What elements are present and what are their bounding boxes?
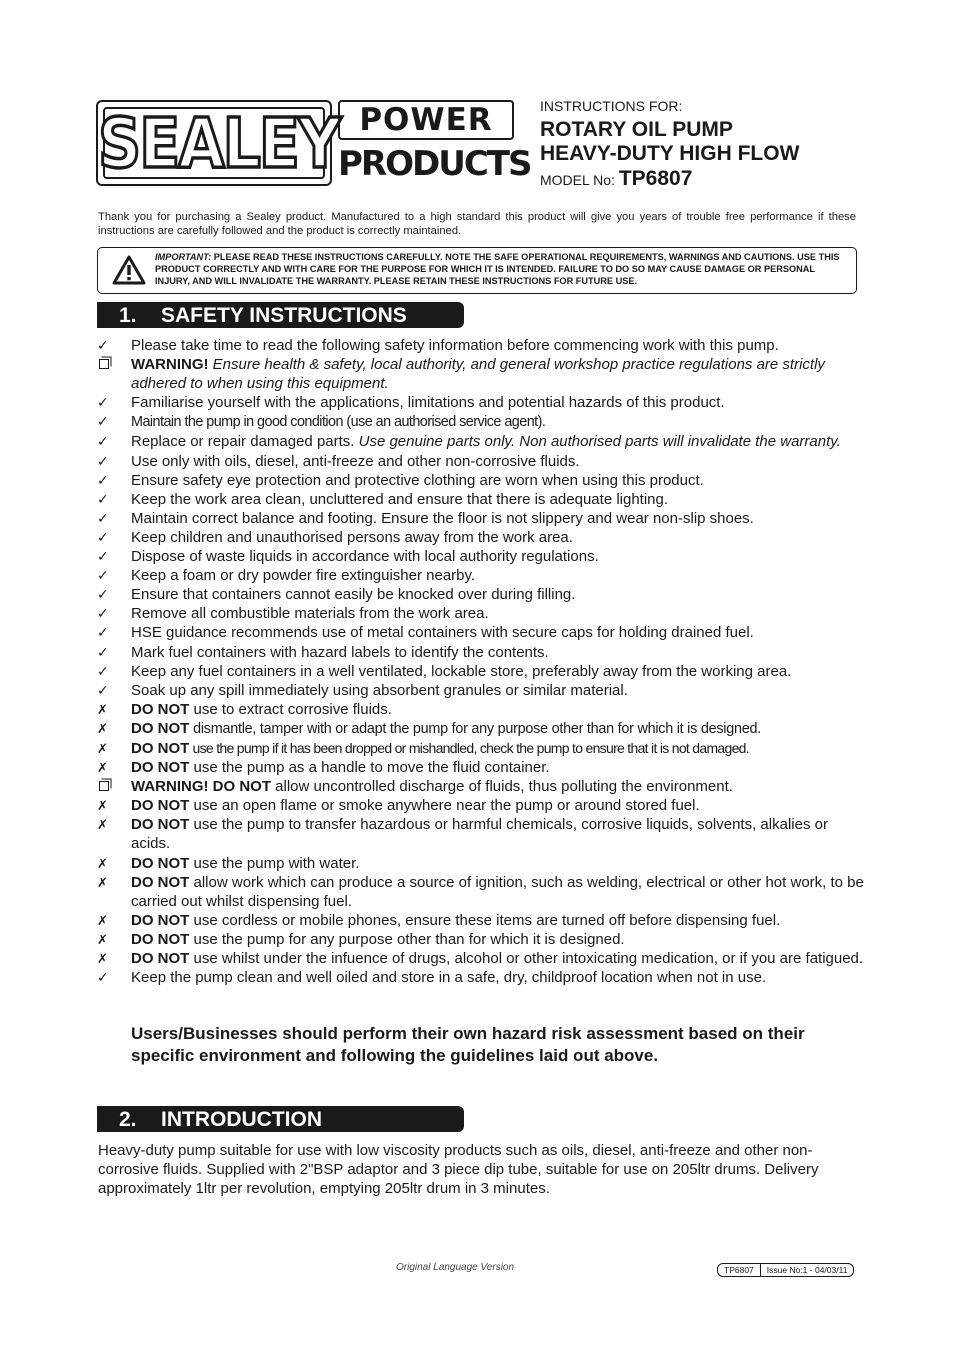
list-item: ✗ DO NOT use the pump as a handle to move the fluid container. — [97, 758, 867, 777]
list-item: ✗ DO NOT dismantle, tamper with or adapt the pump for any purpose other than for which it is designed. — [97, 719, 867, 739]
list-item: ✓ Keep the pump clean and well oiled and store in a safe, dry, childproof location when not in use. — [97, 968, 867, 987]
tick-icon — [97, 662, 117, 681]
sealey-logo-box — [96, 100, 340, 186]
footer-issue: Issue No:1 - 04/03/11 — [760, 1264, 854, 1276]
tick-icon — [97, 547, 117, 566]
cross-icon — [97, 949, 117, 968]
important-notice-box — [97, 247, 857, 294]
list-item: ✓ Remove all combustible materials from the work area. — [97, 604, 867, 623]
list-item: ✓ Familiarise yourself with the applications, limitations and potential hazards of this product. — [97, 393, 867, 412]
list-item: ✗ DO NOT use whilst under the infuence of drugs, alcohol or other intoxicating medication, or if you are fatigued. — [97, 949, 867, 968]
cross-icon — [97, 700, 117, 719]
list-item: ✓ Dispose of waste liquids in accordance with local authority regulations. — [97, 547, 867, 566]
list-item: ✗ DO NOT use the pump with water. — [97, 854, 867, 873]
warning-triangle-icon — [112, 255, 146, 285]
cross-icon — [97, 911, 117, 930]
list-item: ✗ DO NOT use an open flame or smoke anywhere near the pump or around stored fuel. — [97, 796, 867, 815]
cross-icon — [97, 873, 117, 892]
list-item: ✓ Use only with oils, diesel, anti-freeze and other non-corrosive fluids. — [97, 452, 867, 471]
section-title: SAFETY INSTRUCTIONS — [161, 304, 407, 327]
tick-icon — [97, 968, 117, 987]
section-header-introduction — [97, 1106, 464, 1132]
important-body: PLEASE READ THESE INSTRUCTIONS CAREFULLY. NOTE THE SAFE OPERATIONAL REQUIREMENTS, WARNINGS AND CAUTIONS. USE THIS PRODUCT CORRECTLY AND WITH CARE FOR THE PURPOSE FOR WHICH IT IS INTENDED. FAILURE TO DO SO MAY CAUSE DAMAGE OR PERSONAL INJURY, AND WILL INVALIDATE THE WARRANTY. PLEASE RETAIN THESE INSTRUCTIONS FOR FUTURE USE. — [155, 252, 840, 286]
list-item: ✗ DO NOT use the pump for any purpose other than for which it is designed. — [97, 930, 867, 949]
sealey-power-products-logo — [96, 100, 531, 188]
cross-icon — [97, 854, 117, 873]
list-item: ✗ DO NOT use the pump if it has been dropped or mishandled, check the pump to ensure that it is not damaged. — [97, 739, 867, 758]
products-logo-text: PRODUCTS — [338, 144, 531, 184]
important-label: IMPORTANT: — [155, 252, 212, 262]
list-item: ✓ Replace or repair damaged parts. Use genuine parts only. Non authorised parts will invalidate the warranty. — [97, 432, 867, 451]
list-item: ✓ Keep the work area clean, uncluttered and ensure that there is adequate lighting. — [97, 490, 867, 509]
safety-instructions-list — [97, 336, 867, 987]
cross-icon — [97, 758, 117, 777]
sealey-logo-text: SEALEY — [98, 103, 340, 185]
footer-model: TP6807 — [724, 1265, 754, 1275]
instructions-for-label: INSTRUCTIONS FOR: — [540, 98, 683, 114]
tick-icon — [97, 623, 117, 642]
list-item: ✗ DO NOT use the pump to transfer hazardous or harmful chemicals, corrosive liquids, solvents, alkalies or acids. — [97, 815, 867, 853]
tick-icon — [97, 490, 117, 509]
cross-icon — [97, 930, 117, 949]
risk-assessment-summary: Users/Businesses should perform their own hazard risk assessment based on their specific environment and following the guidelines laid out above. — [131, 1024, 805, 1065]
tick-icon — [97, 528, 117, 547]
list-item: ✓ Soak up any spill immediately using absorbent granules or similar material. — [97, 681, 867, 700]
section-number: 1. — [119, 304, 137, 327]
important-notice-text — [155, 252, 846, 287]
title-block — [540, 97, 920, 193]
tick-icon — [97, 412, 117, 431]
introduction-text: Heavy-duty pump suitable for use with low viscosity products such as oils, diesel, anti-freeze and other non-corrosive fluids. Supplied with 2"BSP adaptor and 3 piece dip tube, suitable for use on 205ltr drums. Delivery approximately 1ltr per revolution, emptying 205ltr drum in 3 minutes. — [98, 1142, 819, 1198]
product-name-line1: ROTARY OIL PUMP — [540, 118, 733, 141]
tick-icon — [97, 336, 117, 355]
list-item: ✓ Keep a foam or dry powder fire extinguisher nearby. — [97, 566, 867, 585]
list-item: ✓ Keep children and unauthorised persons away from the work area. — [97, 528, 867, 547]
model-label: MODEL No: — [540, 172, 615, 188]
checkbox-icon — [97, 777, 117, 796]
list-item: ✗ DO NOT use to extract corrosive fluids. — [97, 700, 867, 719]
list-item: ✓ HSE guidance recommends use of metal containers with secure caps for holding drained fuel. — [97, 623, 867, 642]
footer-issue-badge — [717, 1263, 854, 1277]
tick-icon — [97, 604, 117, 623]
tick-icon — [97, 643, 117, 662]
section-number: 2. — [119, 1108, 137, 1131]
list-item: ✓ Ensure that containers cannot easily be knocked over during filling. — [97, 585, 867, 604]
cross-icon — [97, 815, 117, 834]
list-item: ✓ Mark fuel containers with hazard labels to identify the contents. — [97, 643, 867, 662]
thank-you-text: Thank you for purchasing a Sealey product. Manufactured to a high standard this product will give you years of trouble free performance if these instructions are carefully followed and the product is correctly maintained. — [98, 211, 856, 237]
list-item: WARNING! Ensure health & safety, local authority, and general workshop practice regulations are strictly adhered to when using this equipment. — [97, 355, 867, 393]
list-item: ✓ Keep any fuel containers in a well ventilated, lockable store, preferably away from the working area. — [97, 662, 867, 681]
cross-icon — [97, 739, 117, 758]
section-title: INTRODUCTION — [161, 1108, 322, 1131]
list-item: ✓ Maintain correct balance and footing. Ensure the floor is not slippery and wear non-slip shoes. — [97, 509, 867, 528]
tick-icon — [97, 585, 117, 604]
list-item: ✗ DO NOT use cordless or mobile phones, ensure these items are turned off before dispensing fuel. — [97, 911, 867, 930]
list-item: ✓ Ensure safety eye protection and protective clothing are worn when using this product. — [97, 471, 867, 490]
section-header-safety — [97, 302, 464, 328]
power-logo-text: POWER — [338, 100, 514, 140]
list-item: WARNING! DO NOT allow uncontrolled discharge of fluids, thus polluting the environment. — [97, 777, 867, 796]
model-line — [540, 166, 920, 193]
footer-language-version: Original Language Version — [396, 1262, 515, 1273]
cross-icon — [97, 719, 117, 738]
tick-icon — [97, 452, 117, 471]
list-item: ✓ Please take time to read the following safety information before commencing work with this pump. — [97, 336, 867, 355]
tick-icon — [97, 471, 117, 490]
product-name-line2: HEAVY-DUTY HIGH FLOW — [540, 142, 800, 165]
tick-icon — [97, 393, 117, 412]
tick-icon — [97, 509, 117, 528]
tick-icon — [97, 566, 117, 585]
tick-icon — [97, 681, 117, 700]
cross-icon — [97, 796, 117, 815]
list-item: ✓ Maintain the pump in good condition (use an authorised service agent). — [97, 412, 867, 432]
checkbox-icon — [97, 355, 117, 374]
list-item: ✗ DO NOT allow work which can produce a source of ignition, such as welding, electrical or other hot work, to be carried out whilst dispensing fuel. — [97, 873, 867, 911]
model-number: TP6807 — [618, 167, 693, 190]
tick-icon — [97, 432, 117, 451]
